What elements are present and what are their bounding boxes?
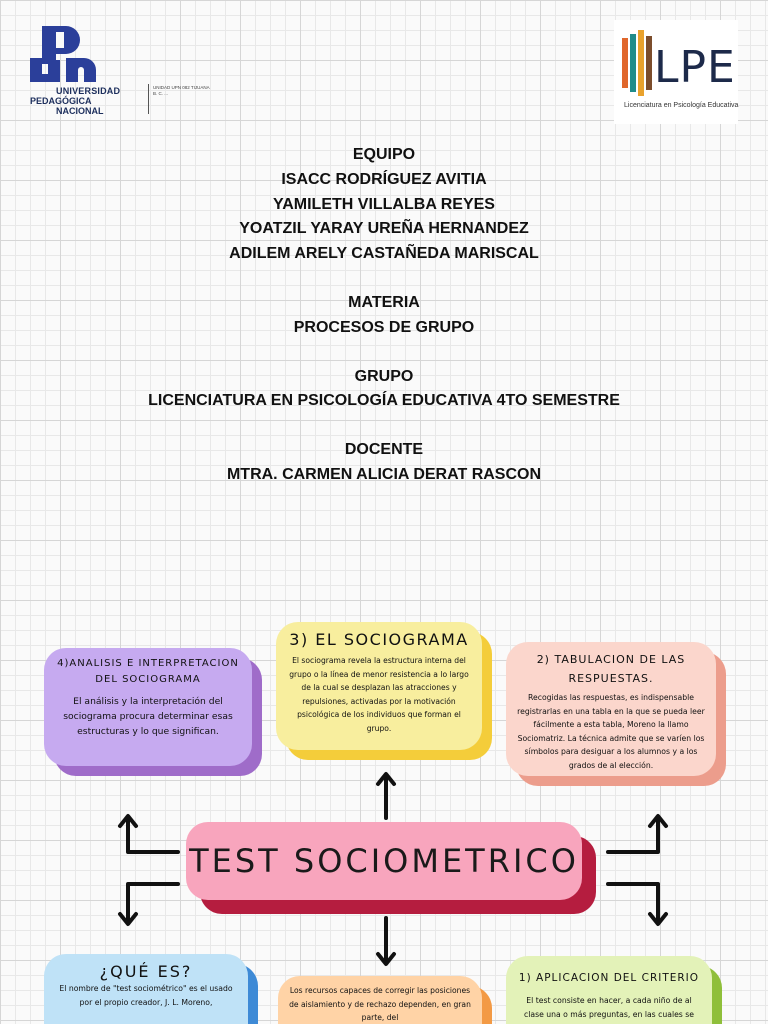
- upn-logo: [26, 24, 210, 119]
- lpe-logo: [614, 20, 738, 124]
- card-tabulacion: [506, 642, 716, 776]
- arrow-left-down-icon: [120, 884, 178, 924]
- card-analysis: [44, 648, 252, 766]
- upn-pedagogica-label: PEDAGÓGICA: [30, 96, 92, 106]
- team-heading: EQUIPO: [352, 146, 416, 163]
- subject-heading: MATERIA: [348, 293, 420, 311]
- team-member: ADILEM ARELY CASTAÑEDA MARISCAL: [229, 245, 539, 263]
- upn-university-label: UNIVERSIDAD: [56, 86, 121, 96]
- card-que-es-title: ¿QUÉ ES?: [99, 962, 193, 981]
- card-recursos: [278, 976, 482, 1024]
- group-heading: GRUPO: [354, 367, 414, 385]
- teacher-value: MTRA. CARMEN ALICIA DERAT RASCON: [226, 465, 542, 483]
- subject-value: PROCESOS DE GRUPO: [293, 318, 475, 336]
- upn-emblem-icon: [26, 24, 116, 86]
- upn-divider: [148, 84, 149, 114]
- arrow-left-up-icon: [120, 816, 178, 852]
- upn-nacional-label: NACIONAL: [56, 106, 104, 116]
- card-analysis-title: 4)ANALISIS E INTERPRETACION DEL SOCIOGRAMA: [57, 658, 239, 685]
- card-center: [186, 822, 582, 900]
- card-aplicacion-body: El test consiste en hacer, a cada niño de al clase una o más preguntas, en las cuales se: [524, 996, 694, 1019]
- card-aplicacion-title: 1) APLICACION DEL CRITERIO: [518, 972, 700, 984]
- card-sociograma: [276, 622, 482, 750]
- card-recursos-body: Los recursos capaces de corregir las posiciones de aislamiento y de rechazo dependen, en gran parte, del: [289, 986, 471, 1022]
- card-sociograma-body: El sociograma revela la estructura interna del grupo o la línea de menor resistencia a lo largo de la cual se desplazan las atracciones y repulsiones, activadas por la motivación psicológica de los individuos que forman el grupo.: [289, 656, 469, 733]
- arrow-up-icon: [378, 774, 394, 818]
- card-aplicacion: [506, 956, 712, 1024]
- card-que-es: [44, 954, 248, 1024]
- team-member: YAMILETH VILLALBA REYES: [273, 195, 495, 213]
- lpe-acronym: LPE: [654, 42, 736, 93]
- team-member: ISACC RODRÍGUEZ AVITIA: [281, 170, 487, 188]
- card-analysis-body: El análisis y la interpretación del sociograma procura determinar esas estructuras y lo que significan.: [63, 696, 233, 737]
- center-title: TEST SOCIOMETRICO: [189, 842, 579, 880]
- teacher-heading: DOCENTE: [344, 441, 424, 459]
- card-tabulacion-title: 2) TABULACION DE LAS RESPUESTAS.: [536, 653, 686, 685]
- card-tabulacion-body: Recogidas las respuestas, es indispensable registrarlas en una tabla en la que se pueda leer fácilmente a esta tabla, Moreno la llamo Sociomatriz. La técnica admite que se varíen los símbolos para desiguar a los alumnos y a los grados de al elección.: [517, 693, 705, 770]
- card-que-es-body: El nombre de "test sociométrico" es el usado por el propio creador, J. L. Moreno,: [59, 984, 233, 1007]
- lpe-subtitle: Licenciatura en Psicología Educativa: [624, 102, 739, 109]
- group-value: LICENCIATURA EN PSICOLOGÍA EDUCATIVA 4TO SEMESTRE: [148, 392, 620, 410]
- arrow-down-icon: [378, 918, 394, 964]
- upn-unit-text: UNIDAD UPN 082 TIJUANA B. C. ...: [153, 85, 210, 96]
- arrow-right-down-icon: [608, 884, 666, 924]
- cover-info: [0, 143, 768, 488]
- team-member: YOATZIL YARAY UREÑA HERNANDEZ: [239, 220, 529, 238]
- card-sociograma-title: 3) EL SOCIOGRAMA: [289, 630, 469, 649]
- arrow-right-up-icon: [608, 816, 666, 852]
